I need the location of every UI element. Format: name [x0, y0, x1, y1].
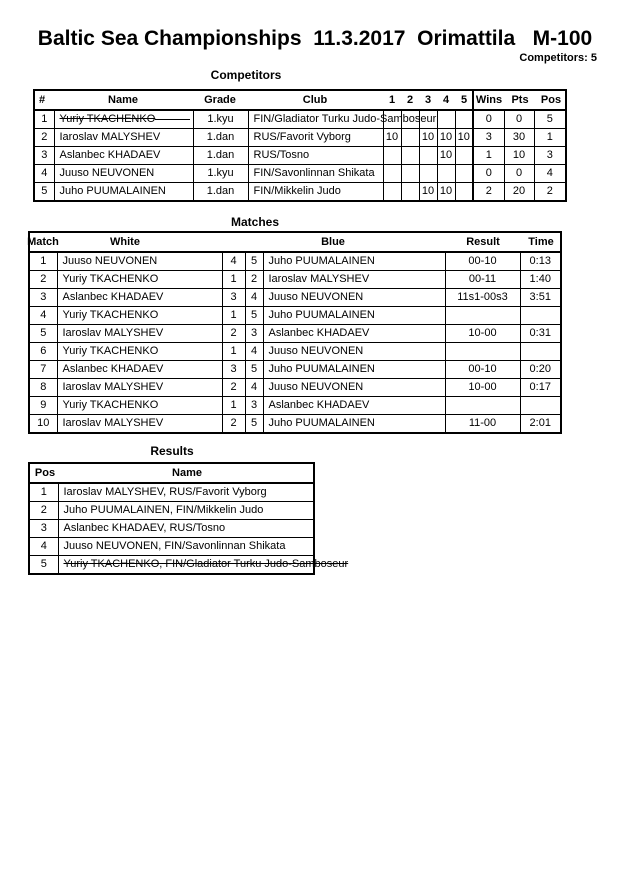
blue-competitor-number: 2: [245, 271, 263, 289]
white-competitor-number: 4: [222, 253, 245, 271]
match-row: [30, 325, 560, 343]
white-name: Yuriy TKACHENKO: [57, 307, 222, 325]
blue-competitor-number: 5: [245, 415, 263, 433]
competitor-grade: 1.dan: [193, 129, 248, 147]
result-row: [30, 520, 313, 538]
score-vs-2: [401, 147, 419, 165]
matches-table-header: [27, 233, 560, 252]
score-vs-1: [383, 183, 401, 201]
results-table-header: [30, 464, 313, 483]
page-title: Baltic Sea Championships 11.3.2017 Orimattila M-100: [37, 27, 593, 50]
white-name: Aslanbec KHADAEV: [57, 361, 222, 379]
competitors-section-title: Competitors: [210, 68, 282, 82]
match-result: 10-00: [445, 379, 520, 397]
white-name: Yuriy TKACHENKO: [57, 343, 222, 361]
col-header-4: 4: [442, 94, 450, 106]
match-number: 6: [30, 343, 57, 361]
competitor-name: Juho PUUMALAINEN: [54, 183, 193, 201]
result-name: Yuriy TKACHENKO, FIN/Gladiator Turku Judo-Samboseur: [58, 556, 313, 574]
competitor-grade: 1.kyu: [193, 111, 248, 129]
score-vs-3: [419, 165, 437, 183]
col-header-number: #: [39, 94, 46, 106]
score-vs-4: 10: [437, 147, 455, 165]
col-header-pos: Pos: [540, 94, 562, 106]
wins-cell: 0: [473, 111, 504, 129]
col-header-white: White: [110, 236, 140, 248]
score-vs-4: 10: [437, 129, 455, 147]
match-result: 00-11: [445, 271, 520, 289]
position-cell: 2: [534, 183, 565, 201]
wins-cell: 3: [473, 129, 504, 147]
blue-name: Juuso NEUVONEN: [263, 379, 445, 397]
result-position: 5: [30, 556, 58, 574]
match-number: 5: [30, 325, 57, 343]
match-time: 0:13: [520, 253, 560, 271]
competitor-club: FIN/Savonlinnan Shikata: [248, 165, 383, 183]
competitor-grade: 1.kyu: [193, 165, 248, 183]
blue-competitor-number: 5: [245, 253, 263, 271]
result-name: Aslanbec KHADAEV, RUS/Tosno: [58, 520, 313, 538]
match-time: 1:40: [520, 271, 560, 289]
competitor-number: 2: [35, 129, 54, 147]
blue-name: Iaroslav MALYSHEV: [263, 271, 445, 289]
points-cell: 10: [504, 147, 534, 165]
white-competitor-number: 2: [222, 415, 245, 433]
competitor-number: 5: [35, 183, 54, 201]
col-header-name: Name: [108, 94, 138, 106]
match-number: 8: [30, 379, 57, 397]
blue-name: Aslanbec KHADAEV: [263, 325, 445, 343]
position-cell: 5: [534, 111, 565, 129]
white-competitor-number: 1: [222, 397, 245, 415]
white-competitor-number: 1: [222, 343, 245, 361]
blue-competitor-number: 5: [245, 307, 263, 325]
match-number: 1: [30, 253, 57, 271]
blue-name: Juho PUUMALAINEN: [263, 253, 445, 271]
points-cell: 30: [504, 129, 534, 147]
blue-competitor-number: 3: [245, 397, 263, 415]
col-header-2: 2: [406, 94, 414, 106]
wins-cell: 1: [473, 147, 504, 165]
score-vs-3: 10: [419, 183, 437, 201]
match-result: 11-00: [445, 415, 520, 433]
score-vs-4: [437, 165, 455, 183]
score-vs-5: [455, 111, 473, 129]
competitor-club: FIN/Mikkelin Judo: [248, 183, 383, 201]
match-time: 3:51: [520, 289, 560, 307]
match-time: [520, 397, 560, 415]
col-header-wins: Wins: [475, 94, 503, 106]
white-competitor-number: 1: [222, 307, 245, 325]
competitors-table: [33, 89, 567, 202]
match-time: 0:31: [520, 325, 560, 343]
match-time: [520, 307, 560, 325]
score-vs-5: [455, 165, 473, 183]
match-result: [445, 397, 520, 415]
header-thick-divider: [472, 91, 474, 109]
col-header-pts: Pts: [511, 94, 529, 106]
blue-competitor-number: 4: [245, 343, 263, 361]
position-cell: 1: [534, 129, 565, 147]
matches-table-body: [30, 252, 560, 432]
competitor-name: Juuso NEUVONEN: [54, 165, 193, 183]
result-position: 2: [30, 502, 58, 520]
blue-name: Juuso NEUVONEN: [263, 343, 445, 361]
score-vs-5: [455, 147, 473, 165]
competitor-club: RUS/Tosno: [248, 147, 383, 165]
competitors-table-header: [35, 91, 565, 110]
competitor-number: 4: [35, 165, 54, 183]
points-cell: 0: [504, 165, 534, 183]
result-name: Juuso NEUVONEN, FIN/Savonlinnan Shikata: [58, 538, 313, 556]
competitor-grade: 1.dan: [193, 147, 248, 165]
competitor-club: RUS/Favorit Vyborg: [248, 129, 383, 147]
score-vs-3: [419, 147, 437, 165]
match-number: 2: [30, 271, 57, 289]
blue-name: Juho PUUMALAINEN: [263, 415, 445, 433]
match-row: [30, 271, 560, 289]
results-section-title: Results: [150, 444, 194, 458]
wins-cell: 0: [473, 165, 504, 183]
competitor-number: 1: [35, 111, 54, 129]
score-vs-4: 10: [437, 183, 455, 201]
col-header-5: 5: [460, 94, 468, 106]
results-table: [28, 462, 349, 575]
match-result: 10-00: [445, 325, 520, 343]
match-number: 10: [30, 415, 57, 433]
white-competitor-number: 1: [222, 271, 245, 289]
match-number: 3: [30, 289, 57, 307]
match-number: 4: [30, 307, 57, 325]
matches-table: [28, 231, 562, 434]
col-header-name: Name: [172, 467, 202, 479]
match-time: 2:01: [520, 415, 560, 433]
competitor-name: Aslanbec KHADAEV: [54, 147, 193, 165]
match-row: [30, 415, 560, 433]
blue-name: Juho PUUMALAINEN: [263, 361, 445, 379]
result-row: [30, 502, 313, 520]
competitor-row: [35, 183, 565, 201]
col-header-time: Time: [528, 236, 554, 248]
match-row: [30, 397, 560, 415]
result-position: 1: [30, 484, 58, 502]
white-competitor-number: 3: [222, 289, 245, 307]
col-header-3: 3: [424, 94, 432, 106]
col-header-blue: Blue: [321, 236, 345, 248]
match-row: [30, 379, 560, 397]
white-name: Iaroslav MALYSHEV: [57, 325, 222, 343]
blue-competitor-number: 4: [245, 379, 263, 397]
position-cell: 3: [534, 147, 565, 165]
match-time: 0:17: [520, 379, 560, 397]
result-position: 4: [30, 538, 58, 556]
result-position: 3: [30, 520, 58, 538]
competitor-grade: 1.dan: [193, 183, 248, 201]
competitor-row: [35, 147, 565, 165]
score-vs-2: [401, 183, 419, 201]
competitor-row: [35, 165, 565, 183]
match-row: [30, 289, 560, 307]
col-header-club: Club: [302, 94, 328, 106]
wins-cell: 2: [473, 183, 504, 201]
competitor-name: Iaroslav MALYSHEV: [54, 129, 193, 147]
match-result: 11s1-00s3: [445, 289, 520, 307]
match-time: [520, 343, 560, 361]
match-row: [30, 361, 560, 379]
white-competitor-number: 3: [222, 361, 245, 379]
match-row: [30, 343, 560, 361]
match-number: 9: [30, 397, 57, 415]
competitors-count: Competitors: 5: [519, 52, 597, 64]
competitor-club: FIN/Gladiator Turku Judo-Samboseur: [248, 111, 383, 129]
col-header-grade: Grade: [204, 94, 236, 106]
match-row: [30, 307, 560, 325]
competitor-row: [35, 129, 565, 147]
result-row: [30, 556, 313, 574]
col-header-1: 1: [388, 94, 396, 106]
score-vs-2: [401, 165, 419, 183]
white-name: Aslanbec KHADAEV: [57, 289, 222, 307]
white-name: Juuso NEUVONEN: [57, 253, 222, 271]
result-name: Juho PUUMALAINEN, FIN/Mikkelin Judo: [58, 502, 313, 520]
blue-competitor-number: 4: [245, 289, 263, 307]
match-result: 00-10: [445, 253, 520, 271]
score-vs-5: [455, 183, 473, 201]
col-header-result: Result: [466, 236, 500, 248]
blue-name: Juuso NEUVONEN: [263, 289, 445, 307]
blue-name: Aslanbec KHADAEV: [263, 397, 445, 415]
match-time: 0:20: [520, 361, 560, 379]
white-competitor-number: 2: [222, 379, 245, 397]
results-table-body: [30, 483, 349, 573]
competitor-row: [35, 111, 565, 129]
score-vs-1: [383, 147, 401, 165]
result-row: [30, 484, 313, 502]
blue-competitor-number: 3: [245, 325, 263, 343]
match-row: [30, 253, 560, 271]
matches-section-title: Matches: [230, 215, 280, 229]
white-name: Iaroslav MALYSHEV: [57, 379, 222, 397]
match-result: [445, 343, 520, 361]
result-name: Iaroslav MALYSHEV, RUS/Favorit Vyborg: [58, 484, 313, 502]
result-row: [30, 538, 313, 556]
white-name: Yuriy TKACHENKO: [57, 397, 222, 415]
blue-name: Juho PUUMALAINEN: [263, 307, 445, 325]
score-vs-4: [437, 111, 455, 129]
score-vs-5: 10: [455, 129, 473, 147]
col-header-match: Match: [27, 236, 59, 248]
score-vs-3: 10: [419, 129, 437, 147]
score-vs-1: [383, 165, 401, 183]
points-cell: 20: [504, 183, 534, 201]
col-header-pos: Pos: [34, 467, 56, 479]
white-name: Yuriy TKACHENKO: [57, 271, 222, 289]
white-name: Iaroslav MALYSHEV: [57, 415, 222, 433]
score-vs-1: 10: [383, 129, 401, 147]
white-competitor-number: 2: [222, 325, 245, 343]
blue-competitor-number: 5: [245, 361, 263, 379]
competitor-name: Yuriy TKACHENKO: [54, 111, 193, 129]
competitors-table-body: [35, 110, 565, 200]
points-cell: 0: [504, 111, 534, 129]
match-result: 00-10: [445, 361, 520, 379]
position-cell: 4: [534, 165, 565, 183]
strikethrough-line: [155, 119, 189, 120]
competitor-number: 3: [35, 147, 54, 165]
score-vs-2: [401, 129, 419, 147]
match-number: 7: [30, 361, 57, 379]
match-result: [445, 307, 520, 325]
